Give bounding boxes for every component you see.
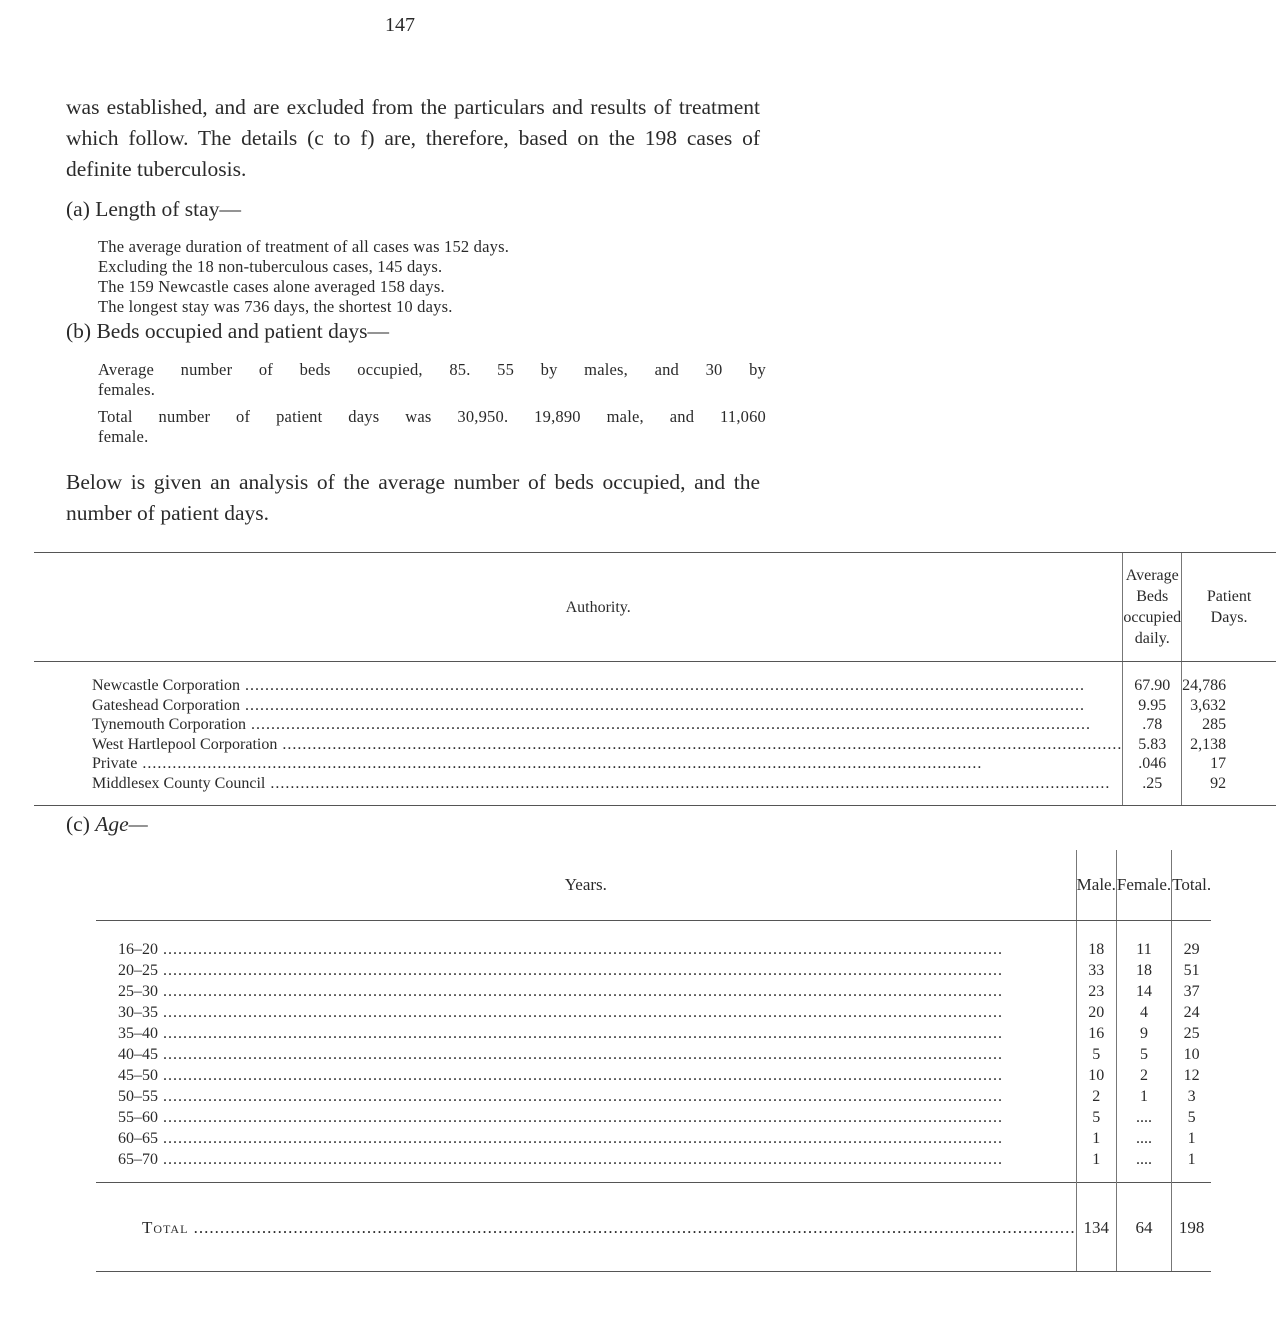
female-count: 11: [1116, 921, 1171, 961]
male-count: 33: [1076, 960, 1116, 981]
age-range: 16–20 .....: [118, 939, 1076, 960]
total-count: 1: [1172, 1128, 1211, 1149]
beds-line: Average number of beds occupied, 85. 55 by males, and 30 by: [98, 360, 766, 379]
age-range: 40–45 .....: [118, 1044, 1076, 1065]
female-count: 18: [1116, 960, 1171, 981]
beds-line-cont: females.: [98, 380, 156, 399]
stay-line: Excluding the 18 non-tuberculous cases, 145 days.: [98, 257, 443, 276]
table-row: [96, 960, 1211, 981]
table-row: [96, 1107, 1211, 1128]
total-count: 1: [1172, 1149, 1211, 1183]
total-count: 29: [1172, 921, 1211, 961]
section-b-body: [98, 360, 766, 447]
table-row: [34, 754, 1276, 774]
male-count: 18: [1076, 921, 1116, 961]
authority-name: West Hartlepool Corporation .....: [92, 735, 1122, 755]
days-line-cont: female.: [98, 427, 149, 446]
table-row: [34, 662, 1276, 696]
section-c-letter: (c): [66, 812, 90, 836]
table-row: [96, 1065, 1211, 1086]
authority-table: [34, 552, 1276, 806]
age-range: 20–25 .....: [118, 960, 1076, 981]
beds-column-header: [1123, 553, 1182, 662]
total-count: 25: [1172, 1023, 1211, 1044]
intro-paragraph: was established, and are excluded from the particulars and results of treatment which follow. The details (c to f) are, therefore, based on the 198 cases of definite tuberculosis.: [66, 95, 760, 181]
male-count: 5: [1076, 1044, 1116, 1065]
female-count: 1: [1116, 1086, 1171, 1107]
female-count: 2: [1116, 1065, 1171, 1086]
stay-line: The longest stay was 736 days, the shortest 10 days.: [98, 297, 453, 316]
male-total: 134: [1076, 1183, 1116, 1272]
section-a-body: [98, 237, 766, 317]
male-count: 20: [1076, 1002, 1116, 1023]
beds-value: .78: [1123, 715, 1182, 735]
authority-name: Tynemouth Corporation .....: [92, 715, 1122, 735]
years-column-header: Years.: [96, 850, 1076, 921]
section-b-title: Beds occupied and patient days—: [96, 319, 390, 343]
beds-value: 5.83: [1123, 735, 1182, 755]
total-count: 10: [1172, 1044, 1211, 1065]
beds-header-line: Average: [1125, 567, 1179, 584]
female-count: 5: [1116, 1044, 1171, 1065]
age-table-header: [96, 850, 1211, 921]
female-count: ....: [1116, 1128, 1171, 1149]
section-a-letter: (a): [66, 197, 90, 221]
table-row: [96, 981, 1211, 1002]
beds-value: 67.90: [1123, 662, 1182, 696]
total-count: 51: [1172, 960, 1211, 981]
total-row: [96, 1183, 1211, 1272]
table-row: [96, 1128, 1211, 1149]
days-column-header: [1182, 553, 1276, 662]
section-a-heading: [66, 197, 241, 222]
age-range: 60–65 .....: [118, 1128, 1076, 1149]
beds-header-line: Beds: [1136, 588, 1169, 605]
male-column-header: Male.: [1076, 850, 1116, 921]
table-row: [34, 715, 1276, 735]
days-value: 17: [1182, 754, 1276, 774]
male-count: 1: [1076, 1128, 1116, 1149]
table-row: [96, 921, 1211, 961]
age-range: 65–70 .....: [118, 1149, 1076, 1170]
male-count: 2: [1076, 1086, 1116, 1107]
section-c-heading: [66, 812, 148, 837]
total-count: 24: [1172, 1002, 1211, 1023]
authority-column-header: Authority.: [34, 553, 1123, 662]
female-count: 4: [1116, 1002, 1171, 1023]
authority-name: Private .....: [92, 754, 1122, 774]
beds-header-line: occupied: [1123, 609, 1182, 626]
beds-value: .25: [1123, 774, 1182, 806]
total-count: 12: [1172, 1065, 1211, 1086]
table-row: [96, 1086, 1211, 1107]
age-range: 45–50 .....: [118, 1065, 1076, 1086]
days-value: 2,138: [1182, 735, 1276, 755]
days-header-line: Patient: [1206, 588, 1252, 605]
female-count: ....: [1116, 1107, 1171, 1128]
section-c-title: Age—: [95, 812, 148, 836]
male-count: 10: [1076, 1065, 1116, 1086]
section-a-title: Length of stay—: [95, 197, 241, 221]
stay-line: The 159 Newcastle cases alone averaged 158 days.: [98, 277, 445, 296]
beds-value: 9.95: [1123, 696, 1182, 716]
page-number: 147: [385, 14, 415, 36]
total-count: 37: [1172, 981, 1211, 1002]
stay-line: The average duration of treatment of all cases was 152 days.: [98, 237, 510, 256]
age-range: 30–35 .....: [118, 1002, 1076, 1023]
male-count: 5: [1076, 1107, 1116, 1128]
section-b-heading: [66, 319, 389, 344]
table-row: [96, 1002, 1211, 1023]
age-range: 50–55 .....: [118, 1086, 1076, 1107]
age-range: 25–30 .....: [118, 981, 1076, 1002]
total-column-header: Total.: [1172, 850, 1211, 921]
age-range: 55–60 .....: [118, 1107, 1076, 1128]
female-count: ....: [1116, 1149, 1171, 1183]
table-row: [96, 1023, 1211, 1044]
male-count: 23: [1076, 981, 1116, 1002]
authority-name: Middlesex County Council .....: [92, 774, 1122, 794]
below-paragraph: Below is given an analysis of the average number of beds occupied, and the number of patient days.: [66, 470, 760, 525]
authority-name: Gateshead Corporation .....: [92, 696, 1122, 716]
age-table: [96, 850, 1211, 1272]
table-row: [34, 774, 1276, 806]
authority-table-header: [34, 553, 1276, 662]
days-value: 3,632: [1182, 696, 1276, 716]
days-header-line: Days.: [1210, 609, 1248, 626]
grand-total: 198: [1172, 1183, 1211, 1272]
table-row: [96, 1149, 1211, 1183]
beds-header-line: daily.: [1134, 630, 1170, 647]
male-count: 16: [1076, 1023, 1116, 1044]
table-row: [34, 696, 1276, 716]
male-count: 1: [1076, 1149, 1116, 1183]
beds-value: .046: [1123, 754, 1182, 774]
days-value: 24,786: [1182, 662, 1276, 696]
days-line: Total number of patient days was 30,950. 19,890 male, and 11,060: [98, 407, 766, 426]
female-column-header: Female.: [1116, 850, 1171, 921]
table-row: [34, 735, 1276, 755]
total-label: Total .....: [142, 1217, 1076, 1238]
age-range: 35–40 .....: [118, 1023, 1076, 1044]
female-total: 64: [1116, 1183, 1171, 1272]
female-count: 9: [1116, 1023, 1171, 1044]
days-value: 285: [1182, 715, 1276, 735]
table-row: [96, 1044, 1211, 1065]
section-b-letter: (b): [66, 319, 92, 343]
female-count: 14: [1116, 981, 1171, 1002]
authority-name: Newcastle Corporation .....: [92, 676, 1122, 696]
total-count: 5: [1172, 1107, 1211, 1128]
total-count: 3: [1172, 1086, 1211, 1107]
days-value: 92: [1182, 774, 1276, 806]
